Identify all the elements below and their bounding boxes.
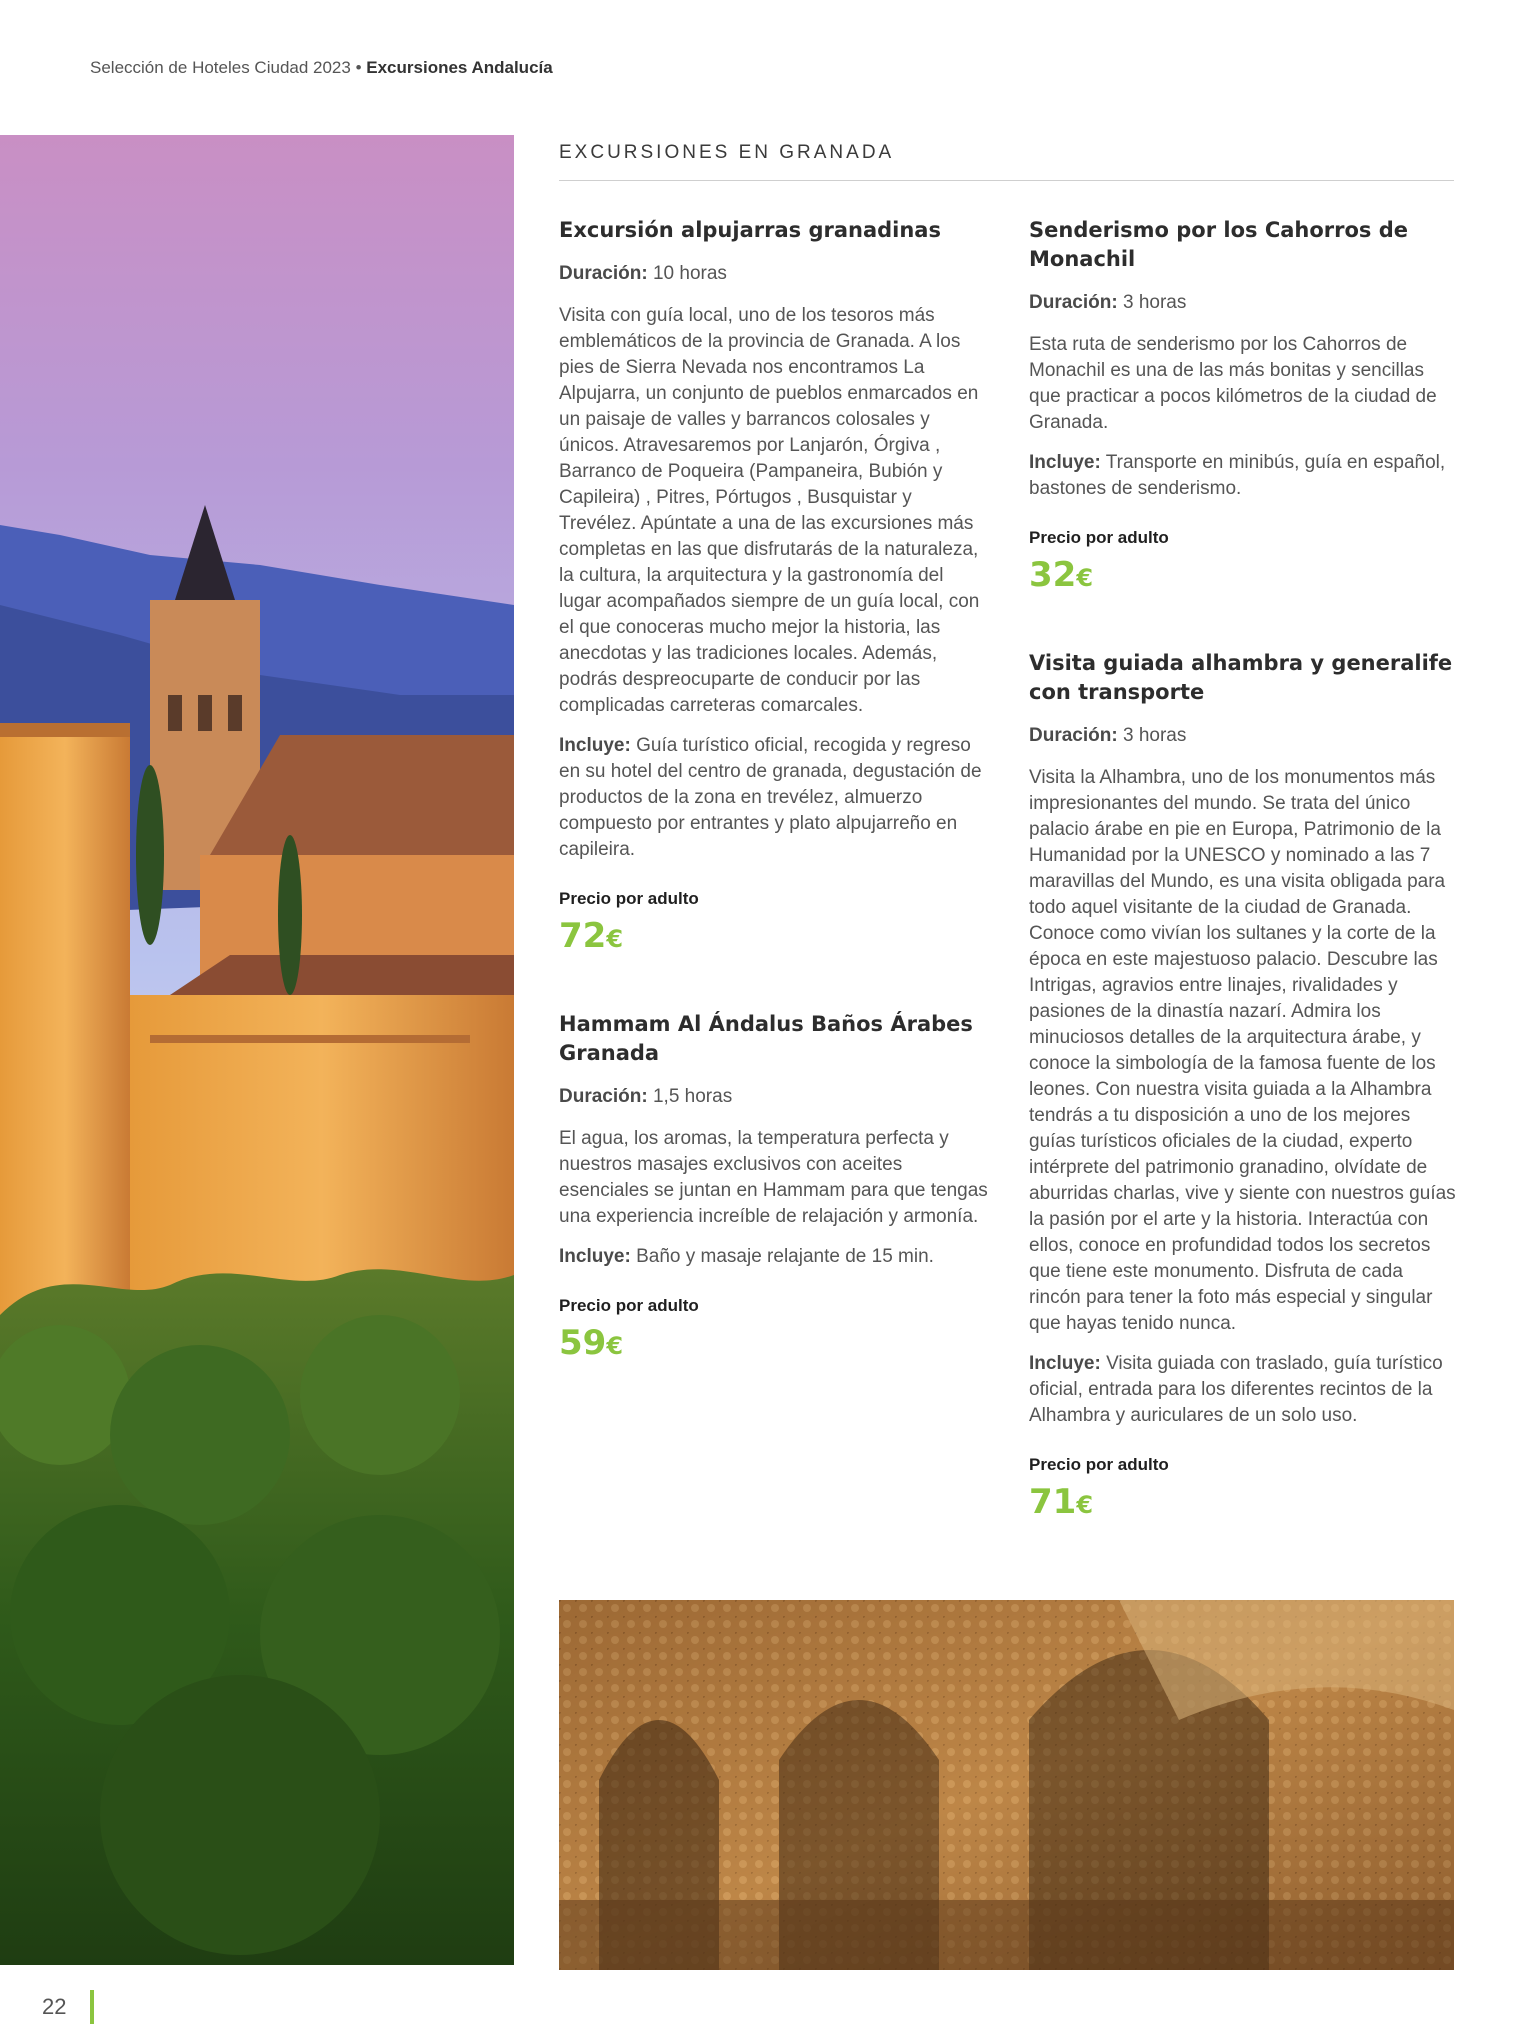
page-header	[90, 58, 553, 78]
includes-value: Baño y masaje relajante de 15 min.	[636, 1246, 934, 1267]
excursion-title: Excursión alpujarras granadinas	[559, 218, 941, 242]
excursion-duration	[559, 1086, 989, 1108]
duration-value: 3 horas	[1122, 725, 1187, 746]
excursion-includes	[559, 1244, 989, 1270]
duration-label: Duración:	[1029, 292, 1118, 313]
duration-label: Duración:	[1029, 725, 1118, 746]
excursion-includes	[559, 733, 989, 863]
price-value	[559, 1322, 989, 1367]
excursion-description: Visita con guía local, uno de los tesoros más emblemáticos de la provincia de Granada. A los pies de Sierra Nevada nos encontramos La Alpujarra, un conjunto de pueblos enmarcados en un paisaje de valles y barrancos colosales y únicos. Atravesaremos por Lanjarón, Órgiva , Barranco de Poqueira (Pampaneira, Bubión y Capileira) , Pitres, Pórtugos , Busquistar y Trevélez. Apúntate a una de las excursiones más completas en las que disfrutarás de la naturaleza, la cultura, la arquitectura y la gastronomía del lugar acompañados siempre de un guía local, con el que conoceras mucho mejor la historia, las anecdotas y las tradiciones locales. Además, podrás despreocuparte de conducir por las complicadas carreteras comarcales.	[559, 305, 980, 716]
left-column	[559, 216, 989, 1417]
excursion-alpujarras	[559, 216, 989, 960]
page-accent-bar	[90, 1990, 94, 2024]
price-label: Precio por adulto	[1029, 1455, 1169, 1474]
excursion-title: Hammam Al Ándalus Baños Árabes Granada	[559, 1012, 973, 1065]
alhambra-photo	[0, 135, 514, 1965]
includes-label: Incluye:	[559, 735, 631, 756]
includes-label: Incluye:	[559, 1246, 631, 1267]
currency-symbol: €	[1076, 564, 1094, 592]
excursion-description: El agua, los aromas, la temperatura perfecta y nuestros masajes exclusivos con aceites esenciales se juntan en Hammam para que tengas una experiencia increíble de relajación y armonía.	[559, 1128, 988, 1227]
excursion-cahorros	[1029, 216, 1459, 599]
price-value	[559, 915, 989, 960]
price-value	[1029, 1481, 1459, 1526]
excursion-duration	[1029, 725, 1459, 747]
excursion-includes	[1029, 1351, 1459, 1429]
duration-value: 3 horas	[1122, 292, 1187, 313]
currency-symbol: €	[606, 1332, 624, 1360]
excursion-title: Senderismo por los Cahorros de Monachil	[1029, 218, 1409, 271]
price-label: Precio por adulto	[1029, 528, 1169, 547]
price-amount: 32	[1029, 555, 1077, 595]
includes-label: Incluye:	[1029, 452, 1101, 473]
duration-value: 1,5 horas	[652, 1086, 733, 1107]
section-title: EXCURSIONES EN GRANADA	[559, 142, 1454, 181]
price-amount: 59	[559, 1323, 607, 1363]
page-number: 22	[42, 1994, 67, 2019]
excursion-duration	[1029, 292, 1459, 314]
alhambra-interior-photo	[559, 1600, 1454, 1970]
duration-label: Duración:	[559, 1086, 648, 1107]
excursion-description: Esta ruta de senderismo por los Cahorros de Monachil es una de las más bonitas y sencillas que practicar a pocos kilómetros de la ciudad de Granada.	[1029, 334, 1437, 433]
price-value	[1029, 554, 1459, 599]
excursion-title: Visita guiada alhambra y generalife con transporte	[1029, 651, 1453, 704]
price-amount: 71	[1029, 1482, 1077, 1522]
excursion-alhambra	[1029, 649, 1459, 1526]
header-prefix: Selección de Hoteles Ciudad 2023 •	[90, 58, 362, 77]
currency-symbol: €	[1076, 1491, 1094, 1519]
includes-value: Visita guiada con traslado, guía turístico oficial, entrada para los diferentes recintos de la Alhambra y auriculares de un solo uso.	[1029, 1353, 1443, 1426]
price-label: Precio por adulto	[559, 1296, 699, 1315]
price-amount: 72	[559, 916, 607, 956]
header-section: Excursiones Andalucía	[366, 58, 553, 77]
duration-value: 10 horas	[652, 263, 727, 284]
excursion-includes	[1029, 450, 1459, 502]
right-column	[1029, 216, 1459, 1576]
currency-symbol: €	[606, 925, 624, 953]
excursion-duration	[559, 263, 989, 285]
price-label: Precio por adulto	[559, 889, 699, 908]
excursion-hammam	[559, 1010, 989, 1367]
includes-label: Incluye:	[1029, 1353, 1101, 1374]
excursion-description: Visita la Alhambra, uno de los monumentos más impresionantes del mundo. Se trata del único palacio árabe en pie en Europa, Patrimonio de la Humanidad por la UNESCO y nominado a las 7 maravillas del Mundo, es una visita obligada para todo aquel visitante de la ciudad de Granada. Conoce como vivían los sultanes y la corte de la época en este majestuoso palacio. Descubre las Intrigas, agravios entre linajes, rivalidades y pasiones de la dinastía nazarí. Admira los minuciosos detalles de la arquitectura árabe, y conoce la simbología de la famosa fuente de los leones. Con nuestra visita guiada a la Alhambra tendrás a tu disposición a uno de los mejores guías turísticos oficiales de la ciudad, experto intérprete del patrimonio granadino, olvídate de aburridas charlas, vive y siente con nuestros guías la pasión por el arte y la historia. Interactúa con ellos, conoce en profundidad todos los secretos que tiene este monumento. Disfruta de cada rincón para tener la foto más especial y singular que hayas tenido nunca.	[1029, 767, 1456, 1334]
includes-value: Guía turístico oficial, recogida y regreso en su hotel del centro de granada, degustación de productos de la zona en trevélez, almuerzo compuesto por entrantes y plato alpujarreño en capileira.	[559, 735, 982, 860]
includes-value: Transporte en minibús, guía en español, bastones de senderismo.	[1029, 452, 1446, 499]
duration-label: Duración:	[559, 263, 648, 284]
